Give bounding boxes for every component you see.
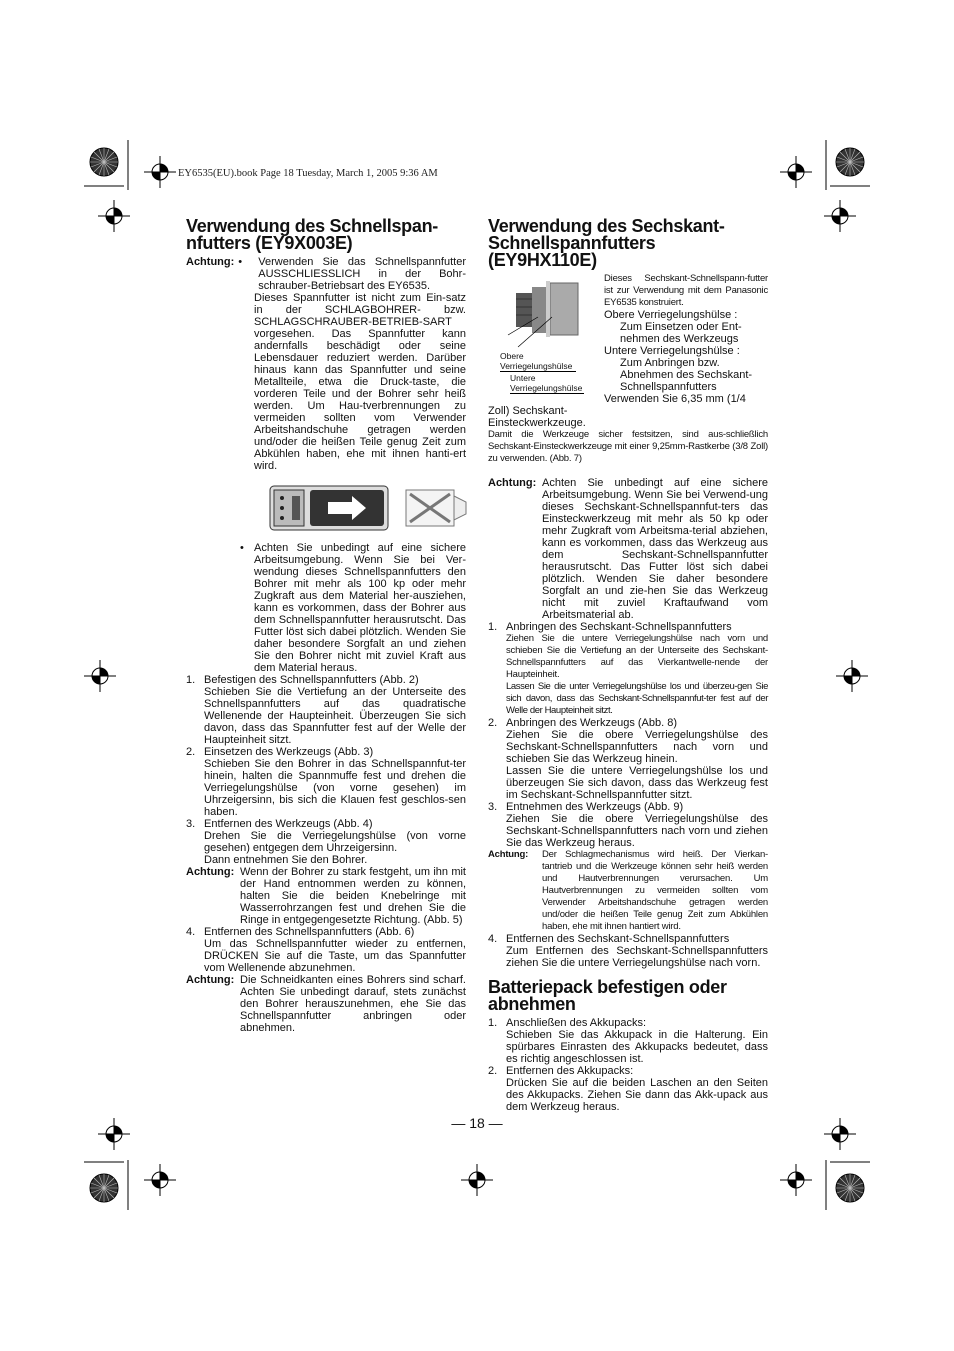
achtung-label: Achtung: [186,974,235,986]
lower-sleeve-heading: Untere Verriegelungshülse : [604,345,740,357]
step-3-body: Drehen Sie die Verriegelungshülse (von vorne gesehen) entgegen dem Uhrzeigersinn. [204,830,466,854]
upper-sleeve-heading: Obere Verriegelungshülse : [604,309,738,321]
r-step-2-body-2: Lassen Sie die untere Verriegelungshülse los und überzeugen Sie sich davon, dass das Werkzeug fest im Sechskant-Schnellspannfutter sitzt. [506,765,768,801]
step-3-body-2: Dann entnehmen Sie den Bohrer. [204,854,368,866]
achtung-note-r1: Achtung: Achten Sie unbedingt auf eine sichere Arbeitsumgebung. Wenn Sie bei Verwend-ung dieses Sechskant-Schnellspannfut-ters das Einsteckwerkzeug mit mehr als 50 kp oder mehr Zugkraft vom Arbeitsma-terial abziehen, kann es vorkommen, dass das Werkzeug aus dem Sechskant-Schnellspannfutter herausrutscht. Das Futter löst sich dabei plötzlich. Wenden Sie daher besondere Sorgfalt an und zie-hen Sie das Werkzeug nicht mit zuviel Kraftaufwand vom Arbeitsmaterial ab. [488,477,768,621]
right-column [488,218,768,1113]
crop-mark-mid-left [84,660,116,692]
crop-mark-bottom-right [780,1118,870,1210]
step-3: 3. Entfernen des Werkzeugs (Abb. 4) [186,818,373,830]
r-step-2: 2. Anbringen des Werkzeugs (Abb. 8) [488,717,677,729]
crop-mark-bottom-center [461,1164,493,1196]
r-step-1: 1. Anbringen des Sechskant-Schnellspannfutters [488,621,732,633]
battery-step-1: 1. Anschließen des Akkupacks: [488,1017,647,1029]
r-step-4-body: Zum Entfernen des Sechskant-Schnellspannfutters ziehen Sie die untere Verriegelungshülse nach vorn. [506,945,768,969]
bit-size-text-c: Einsteckwerkzeuge. [488,417,586,429]
achtung-paragraph: Dieses Spannfutter ist nicht zum Ein-satz in der SCHLAGBOHRER- bzw. SCHLAGSCHRAUBER-BETRIEB-SART vorgesehen. Das Spannfutter kann andernfalls beschädigt oder seine Lebensdauer reduziert werden. Darüber hinaus kann das Spannfutter und seine Metallteile, etwa die Druck-taste, die vorderen Teile und der Bohrer sehr heiß werden. Um Hau-tverbrennungen zu vermeiden sollten vom Verwender Arbeitshandschuhe getragen werden und/oder die heißen Teile genug Zeit zum Abkühlen haben, ehe mit ihnen hanti-ert wird. [254,292,466,472]
upper-sleeve-desc: Zum Einsetzen oder Ent-nehmen des Werkzeugs [620,321,742,345]
chuck-mode-figure [268,480,468,536]
battery-step-1-body: Schieben Sie das Akkupack in die Halterung. Ein spürbares Einrasten des Akkupacks bedeutet, dass es richtig angeschlossen ist. [506,1029,768,1065]
crop-mark-bottom-left [84,1118,176,1210]
r-step-1-body: Ziehen Sie die untere Verriegelungshülse nach vorn und schieben Sie die Vertiefung an der Unterseite des Sechskant-Schnellspannfutters auf das Vierkantwelle-nende der Haupteinheit. [506,633,768,680]
achtung-note-1 [186,256,466,292]
step-2-body: Schieben Sie den Bohrer in das Schnellspannfut-ter hinein, halten die Spannmuffe fest und drehen die Verriegelungshülse (von vorne gesehen) im Uhrzeigersinn, bis sich die Klauen fest geschlos-sen haben. [204,758,466,818]
achtung-text: Verwenden Sie das Schnellspannfutter AUSSCHLIESSLICH in der Bohr-schrauber-Betriebsart des EY6535. [258,256,466,292]
bit-size-note: Damit die Werkzeuge sicher festsitzen, sind aus-schließlich Sechskant-Einsteckwerkzeuge mit einer 9,25mm-Rastkerbe (3/8 Zoll) zu verwenden. (Abb. 7) [488,429,768,464]
hex-chuck-intro-text: Dieses Sechskant-Schnellspann-futter ist zur Verwendung mit dem Panasonic EY6535 konstruiert. [604,273,768,308]
r-step-1-body-2: Lassen Sie die unter Verriegelungshülse los und überzeu-gen Sie sich davon, dass das Sechskant-Schnellspannfut-ter fest auf der Welle der Haupteinheit sitzt. [506,681,768,716]
crossed-chuck-icon [406,490,466,526]
left-column [186,218,466,1034]
battery-section-title: Batteriepack befestigen oder abnehmen [488,977,727,1014]
achtung-label: Achtung: [186,866,235,878]
r-step-3: 3. Entnehmen des Werkzeugs (Abb. 9) [488,801,684,813]
crop-mark-top-left [84,140,176,232]
achtung-label: Achtung: [488,477,537,489]
bit-size-text-b: Zoll) Sechskant- [488,405,568,417]
lower-sleeve-label: Untere Verriegelungshülse [510,373,583,393]
file-info-header: EY6535(EU).book Page 18 Tuesday, March 1, 2005 9:36 AM [178,168,438,179]
left-section-title: Verwendung des Schnellspan- nfutters (EY9X003E) [186,216,438,253]
achtung-note-2: Achtung: Wenn der Bohrer zu stark festgeht, um ihn mit der Hand entnommen werden zu können, halten Sie die beiden Knebelringe mit Wasserrohrzangen fest und drehen Sie die Ringe in entgegengesetzte Richtung. (Abb. 5) [186,866,466,926]
achtung-note-3: Achtung: Die Schneidkanten eines Bohrers sind scharf. Achten Sie unbedingt darauf, stets zunächst den Bohrer herauszunehmen, ehe Sie das Schnellspannfutter anbringen oder abnehmen. [186,974,466,1034]
battery-step-2-body: Drücken Sie auf die beiden Laschen an den Seiten des Akkupacks. Ziehen Sie dann das Akk-upack aus dem Werkzeug heraus. [506,1077,768,1113]
achtung-label: Achtung: [186,256,235,268]
bullet-marker: • [240,542,244,554]
achtung-label: Achtung: [488,849,529,860]
lower-sleeve-desc: Zum Anbringen bzw. Abnehmen des Sechskant-Schnellspannfutters [620,357,753,393]
step-4-body: Um das Schnellspannfutter wieder zu entfernen, DRÜCKEN Sie auf die Taste, um das Spannfutter vom Wellenende abzunehmen. [204,938,466,974]
safety-bullet: • Achten Sie unbedingt auf eine sichere Arbeitsumgebung. Wenn Sie bei Ver-wendung dieses Schnellspannfutters den Bohrer mit mehr als 100 kp oder mehr Zugkraft aus dem Material her-ausziehen, kann es vorkommen, dass der Bohrer aus dem Schnellspannfutter herausrutscht. Das Futter löst sich dabei plötzlich. Wenden Sie daher besondere Sorgfalt an und ziehen Sie den Bohrer nicht mit zuviel Kraft aus dem Material heraus. [240,542,466,674]
hex-chuck-image [488,277,600,357]
hex-chuck-intro [488,273,768,405]
crop-mark-top-right [780,140,870,232]
battery-step-2: 2. Entfernen des Akkupacks: [488,1065,634,1077]
step-1: 1. Befestigen des Schnellspannfutters (Abb. 2) [186,674,419,686]
bullet-marker: • [238,256,243,268]
r-step-2-body: Ziehen Sie die obere Verriegelungshülse des Sechskant-Schnellspannfutters nach vorn und schieben Sie das Werkzeug hinein. [506,729,768,765]
hex-chuck-figure [488,277,604,393]
upper-sleeve-label: Obere Verriegelungshülse [500,351,576,372]
step-4: 4. Entfernen des Schnellspannfutters (Abb. 6) [186,926,415,938]
r-step-3-body: Ziehen Sie die obere Verriegelungshülse des Sechskant-Schnellspannfutters nach vorn und ziehen Sie das Werkzeug heraus. [506,813,768,849]
step-2: 2. Einsetzen des Werkzeugs (Abb. 3) [186,746,374,758]
r-step-4: 4. Entfernen des Sechskant-Schnellspannfutters [488,933,730,945]
page-number: — 18 — [451,1115,503,1131]
step-1-body: Schieben Sie die Vertiefung an der Unterseite des Schnellspannfutters auf das quadratische Wellenende der Haupteinheit. Überzeugen Sie sich davon, dass das Spannfutter fest auf der Welle der Haupteinheit sitzt. [204,686,466,746]
bit-size-text-a: Verwenden Sie 6,35 mm (1/4 [604,393,746,405]
crop-mark-mid-right [836,660,868,692]
achtung-note-r2: Achtung: Der Schlagmechanismus wird heiß. Der Vierkan-tantrieb und die Werkzeuge können sehr heiß werden und Hautverbrennungen verursachen. Um Hautverbrennungen zu vermeiden sollten vom Verwender Arbeitshandschuhe getragen werden und/oder die heißen Teile genug Zeit zum Abkühlen haben, ehe mit ihnen hantiert wird. [488,849,768,932]
right-section-title: Verwendung des Sechskant- Schnellspannfutters (EY9HX110E) [488,216,725,270]
